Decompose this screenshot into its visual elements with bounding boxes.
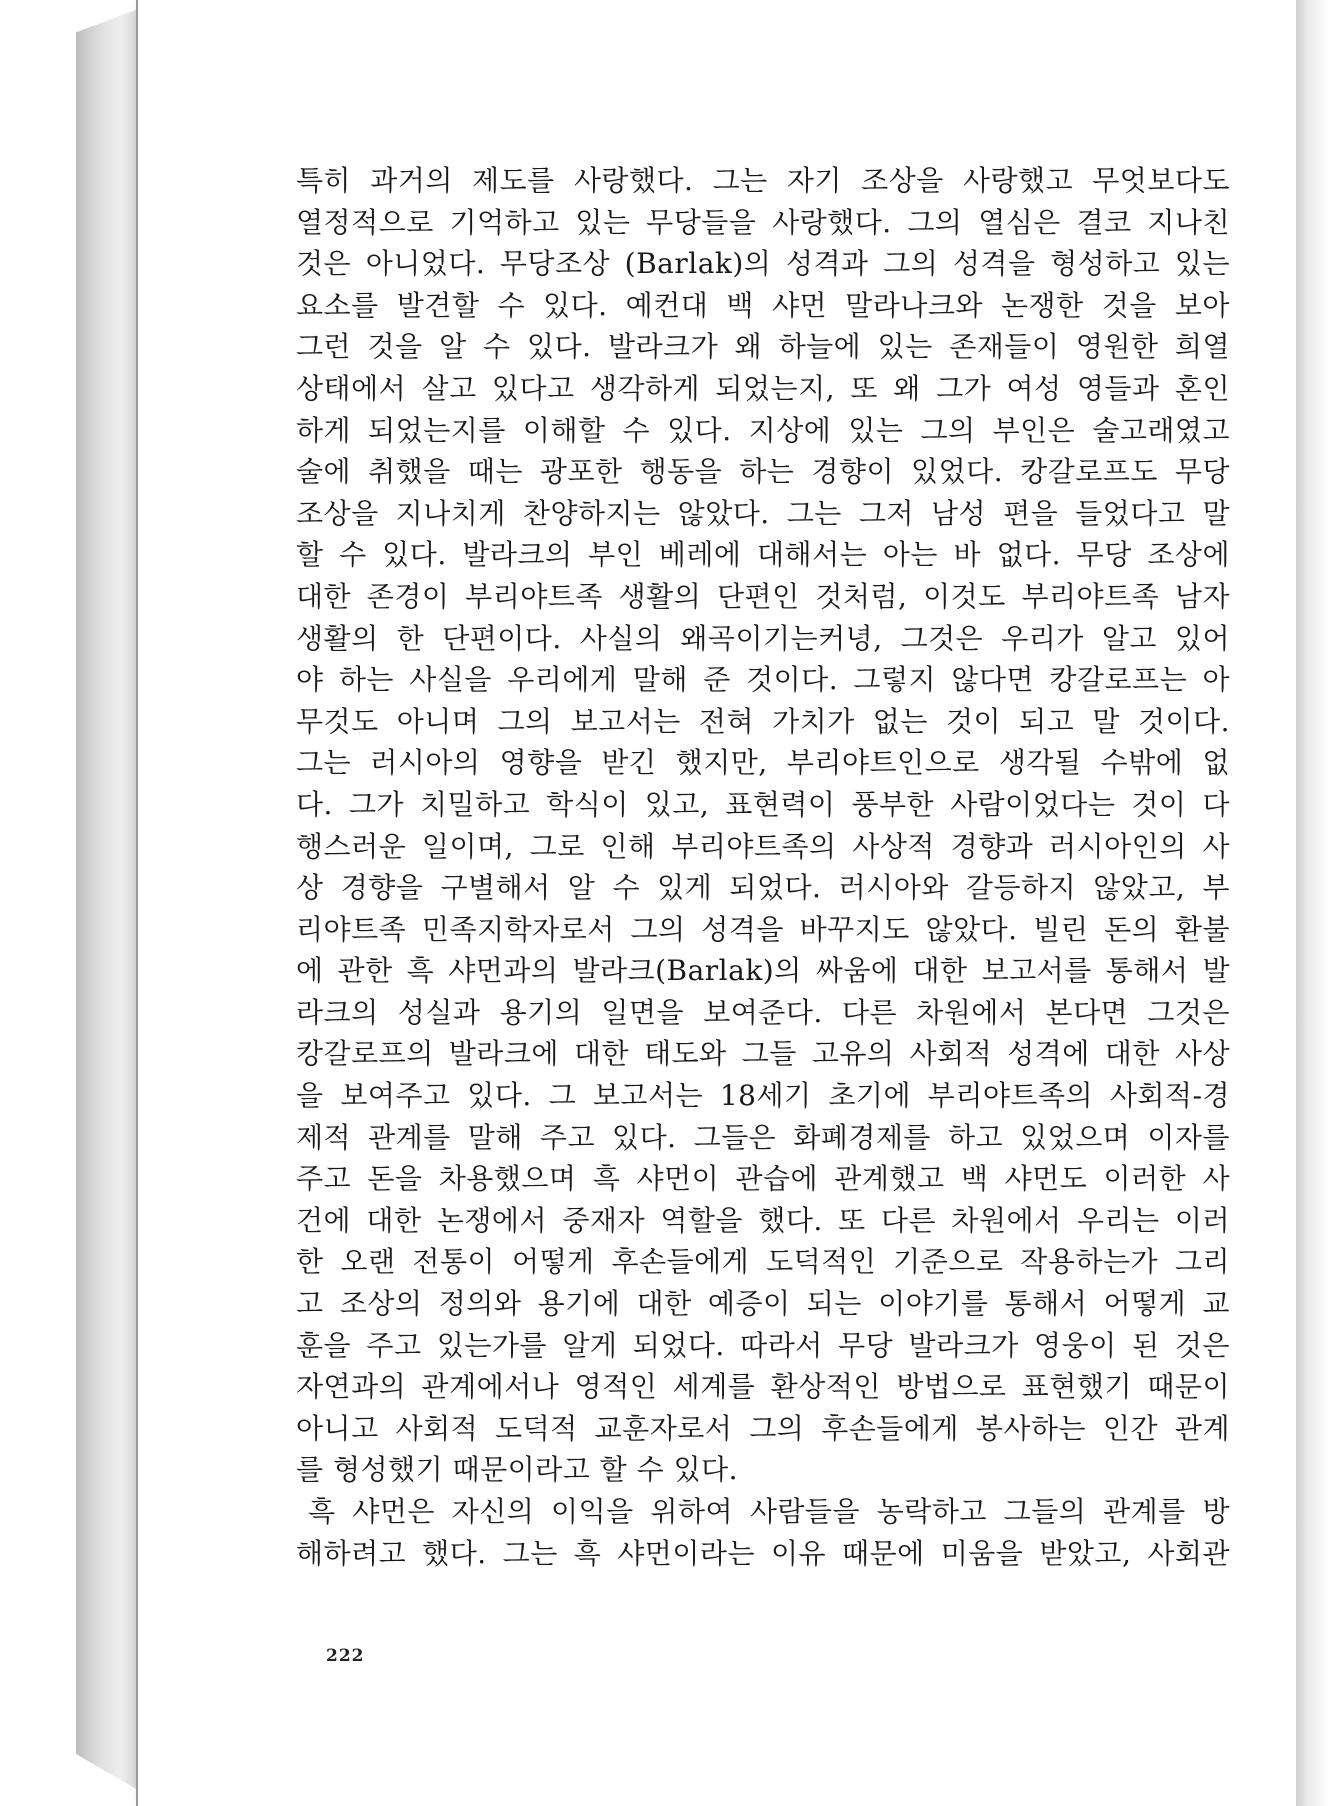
text-line: 아니고 사회적 도덕적 교훈자로서 그의 후손들에게 봉사하는 인간 관계 — [296, 1411, 1230, 1445]
text-line: 조상을 지나치게 찬양하지는 않았다. 그는 그저 남성 편을 들었다고 말 — [296, 496, 1230, 530]
text-line: 상 경향을 구별해서 알 수 있게 되었다. 러시아와 갈등하지 않았고, 부 — [296, 871, 1230, 905]
paragraph-first-line: 흑 샤먼은 자신의 이익을 위하여 사람들을 농락하고 그들의 관계를 방 — [308, 1495, 1230, 1528]
text-line: 해하려고 했다. 그는 흑 샤먼이라는 이유 때문에 미움을 받았고, 사회관 — [296, 1536, 1230, 1570]
text-line: 제적 관계를 말해 주고 있다. 그들은 화폐경제를 하고 있었으며 이자를 — [296, 1120, 1230, 1154]
text-line: 요소를 발견할 수 있다. 예컨대 백 샤먼 말라나크와 논쟁한 것을 보아 — [296, 288, 1230, 322]
text-line: 무것도 아니며 그의 보고서는 전혀 가치가 없는 것이 되고 말 것이다. — [296, 704, 1230, 738]
text-line: 대한 존경이 부리야트족 생활의 단편인 것처럼, 이것도 부리야트족 남자 — [296, 579, 1230, 613]
paragraph-last-line: 를 형성했기 때문이라고 할 수 있다. — [296, 1453, 739, 1487]
text-line: 주고 돈을 차용했으며 흑 샤먼이 관습에 관계했고 백 샤먼도 이러한 사 — [296, 1162, 1230, 1196]
text-line: 훈을 주고 있는가를 알게 되었다. 따라서 무당 발라크가 영웅이 된 것은 — [296, 1328, 1230, 1362]
text-line: 행스러운 일이며, 그로 인해 부리야트족의 사상적 경향과 러시아인의 사 — [296, 829, 1230, 863]
text-line: 그런 것을 알 수 있다. 발라크가 왜 하늘에 있는 존재들이 영원한 희열 — [296, 330, 1230, 364]
text-line: 특히 과거의 제도를 사랑했다. 그는 자기 조상을 사랑했고 무엇보다도 — [296, 164, 1230, 197]
text-line: 생활의 한 단편이다. 사실의 왜곡이기는커녕, 그것은 우리가 알고 있어 — [296, 621, 1230, 655]
text-line: 을 보여주고 있다. 그 보고서는 18세기 초기에 부리야트족의 사회적-경 — [296, 1079, 1230, 1113]
book-spine-edge — [76, 10, 138, 1790]
text-line: 고 조상의 정의와 용기에 대한 예증이 되는 이야기를 통해서 어떻게 교 — [296, 1287, 1230, 1321]
text-line: 건에 대한 논쟁에서 중재자 역할을 했다. 또 다른 차원에서 우리는 이러 — [296, 1203, 1230, 1237]
text-line: 그는 러시아의 영향을 받긴 했지만, 부리야트인으로 생각될 수밖에 없 — [296, 746, 1230, 780]
text-line: 리야트족 민족지학자로서 그의 성격을 바꾸지도 않았다. 빌린 돈의 환불 — [296, 912, 1230, 946]
text-line: 술에 취했을 때는 광포한 행동을 하는 경향이 있었다. 캉갈로프도 무당 — [296, 455, 1230, 489]
text-line: 야 하는 사실을 우리에게 말해 준 것이다. 그렇지 않다면 캉갈로프는 아 — [296, 663, 1230, 697]
text-line: 라크의 성실과 용기의 일면을 보여준다. 다른 차원에서 본다면 그것은 — [296, 995, 1230, 1029]
text-line: 것은 아니었다. 무당조상 (Barlak)의 성격과 그의 성격을 형성하고 있는 — [296, 247, 1230, 281]
text-line: 자연과의 관계에서나 영적인 세계를 환상적인 방법으로 표현했기 때문이 — [296, 1370, 1230, 1404]
body-text — [296, 160, 1230, 1574]
text-line: 할 수 있다. 발라크의 부인 베레에 대해서는 아는 바 없다. 무당 조상에 — [296, 538, 1230, 572]
page-number: 222 — [326, 1646, 365, 1666]
text-line: 에 관한 흑 샤먼과의 발라크(Barlak)의 싸움에 대한 보고서를 통해서 발 — [296, 954, 1230, 988]
text-line: 다. 그가 치밀하고 학식이 있고, 표현력이 풍부한 사람이었다는 것이 다 — [296, 787, 1230, 821]
page-right-shadow — [1296, 0, 1330, 1806]
text-line: 상태에서 살고 있다고 생각하게 되었는지, 또 왜 그가 여성 영들과 혼인 — [296, 371, 1230, 405]
text-line: 열정적으로 기억하고 있는 무당들을 사랑했다. 그의 열심은 결코 지나친 — [296, 205, 1230, 239]
text-line: 캉갈로프의 발라크에 대한 태도와 그들 고유의 사회적 성격에 대한 사상 — [296, 1037, 1230, 1071]
text-line: 한 오랜 전통이 어떻게 후손들에게 도덕적인 기준으로 작용하는가 그리 — [296, 1245, 1230, 1279]
text-line: 하게 되었는지를 이해할 수 있다. 지상에 있는 그의 부인은 술고래였고 — [296, 413, 1230, 447]
